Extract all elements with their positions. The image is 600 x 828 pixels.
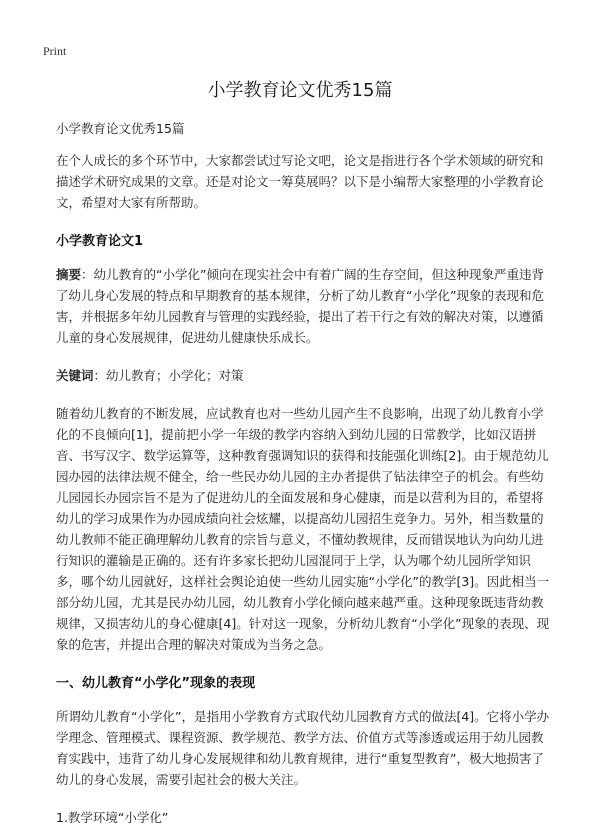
body-paragraph-1: 随着幼儿教育的不断发展，应试教育也对一些幼儿园产生不良影响，出现了幼儿教育小学化的不良倾向[1]，提前把小学一年级的教学内容纳入到幼儿园的日常教学，比如汉语拼音、书写汉字、数学运算等，这种教育强调知识的获得和技能强化训练[2]。由于规范幼儿园办园的法律法规不健全，给一些民办幼儿园的主办者提供了钻法律空子的机会。有些幼儿园园长办园宗旨不是为了促进幼儿的全面发展和身心健康，而是以营利为目的，希望将幼儿的学习成果作为办园成绩向社会炫耀，以提高幼儿园招生竞争力。另外，相当数量的幼儿教师不能正确理解幼儿教育的宗旨与意义，不懂幼教规律，反而错误地认为向幼儿进行知识的灌输是正确的。还有许多家长把幼儿园混同于上学，认为哪个幼儿园所学知识多，哪个幼儿园就好，这样社会舆论迫使一些幼儿园实施“小学化”的教学[3]。因此相当一部分幼儿园，尤其是民办幼儿园，幼儿教育小学化倾向越来越严重。这种现象既违背幼教规律，又损害幼儿的身心健康[4]。针对这一现象，分析幼儿教育“小学化”现象的表现、现象的危害，并提出合理的解决对策成为当务之急。 <box>56 406 550 652</box>
page-title: 小学教育论文优秀15篇 <box>207 80 393 101</box>
abstract-paragraph <box>56 264 550 348</box>
print-link[interactable]: Print <box>43 44 67 58</box>
section-heading-1: 小学教育论文1 <box>56 234 144 249</box>
keywords-text: 幼儿教育；小学化；对策 <box>106 368 244 383</box>
intro-paragraph: 在个人成长的多个环节中，大家都尝试过写论文吧，论文是指进行各个学术领域的研究和描述学术研究成果的文章。还是对论文一筹莫展吗？以下是小编帮大家整理的小学教育论文，希望对大家有所帮助。 <box>56 153 544 210</box>
keywords-separator: ： <box>93 368 107 383</box>
subsection-heading-1: 1.教学环境“小学化” <box>56 810 169 825</box>
abstract-separator: ： <box>81 267 94 282</box>
section-heading-2: 一、幼儿教育“小学化”现象的表现 <box>56 676 256 691</box>
keywords-paragraph <box>56 365 550 386</box>
subtitle: 小学教育论文优秀15篇 <box>56 121 185 136</box>
keywords-label: 关键词 <box>56 368 94 383</box>
article-body <box>56 118 550 828</box>
abstract-label: 摘要 <box>56 267 82 282</box>
body-paragraph-2: 所谓幼儿教育“小学化”，是指用小学教育方式取代幼儿园教育方式的做法[4]。它将小学办学理念、管理模式、课程资源、教学规范、教学方法、价值方式等渗透或运用于幼儿园教育实践中，违背了幼儿身心发展规律和幼儿教育规律，进行“重复型教育”，极大地损害了幼儿的身心发展，需要引起社会的极大关注。 <box>56 709 550 787</box>
abstract-text: 幼儿教育的“小学化”倾向在现实社会中有着广阔的生存空间，但这种现象严重违背了幼儿身心发展的特点和早期教育的基本规律，分析了幼儿教育“小学化”现象的表现和危害，并根据多年幼儿园教育与管理的实践经验，提出了若干行之有效的解决对策，以遵循儿童的身心发展规律，促进幼儿健康快乐成长。 <box>56 267 544 345</box>
